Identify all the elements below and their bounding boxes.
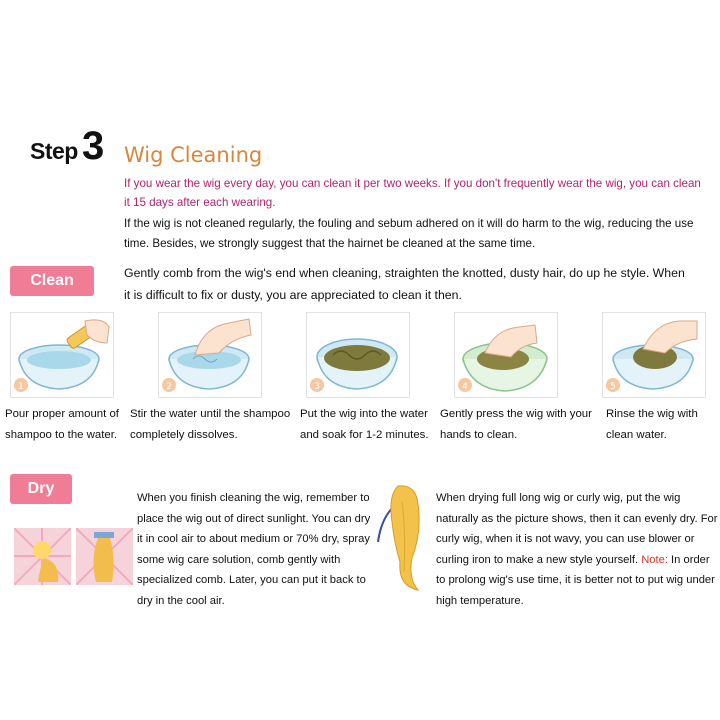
step-label: Step [30,138,78,164]
dry-right-text: When drying full long wig or curly wig, put the wig naturally as the picture shows, then it can evenly dry. For curly wig, when it is not wavy, you can use blower or curling iron to make a new style yourself. [436,492,718,566]
dry-instructions-right [436,488,718,611]
step-1-number: 1 [18,382,24,392]
hanging-wig-icon [372,482,432,592]
step-1-caption-line-1: Pour proper amount of [5,408,119,420]
step-2-caption-line-1: Stir the water until the shampoo [130,408,291,420]
note-text: In order to prolong wig's use time, it is better not to put wig under high temperature. [436,553,715,607]
step-3-caption-line-1: Put the wig into the water [300,408,428,420]
step-1-caption-line-2: shampoo to the water. [5,429,118,441]
step-4-caption-line-1: Gently press the wig with your [440,408,592,420]
step-4-caption-line-2: hands to clean. [440,429,518,441]
hanging-wig-illustration [372,482,432,592]
stir-water-icon [159,313,261,397]
intro-highlight: If you wear the wig every day, you can clean it per two weeks. If you don't frequently wear the wig, you can clean it 15 days after each wearing. [124,177,701,209]
step-2-caption-line-2: completely dissolves. [130,429,238,441]
step-1-illustration [10,312,114,398]
clean-description: Gently comb from the wig's end when cleaning, straighten the knotted, dusty hair, do up he style. When it is difficult to fix or dusty, you are appreciated to clean it then. [124,266,685,302]
step-4-caption [440,404,592,446]
step-number: 3 [82,124,105,168]
sunlight-icon [14,528,71,585]
step-5-caption [606,404,698,446]
step-1-caption [5,404,119,446]
step-4-number: 4 [462,382,468,392]
step-3-caption [300,404,429,446]
intro-body: If the wig is not cleaned regularly, the fouling and sebum adhered on it will do harm to the wig, reducing the use time. Besides, we strongly suggest that the hairnet be cleaned at the same time. [124,217,694,250]
rinse-wig-icon [603,313,705,397]
step-2-caption [130,404,290,446]
sun-drying-illustration [14,528,71,585]
step-3-illustration [306,312,410,398]
step-2-number: 2 [166,382,172,392]
step-5-number: 5 [610,382,616,392]
step-3-caption-line-2: and soak for 1-2 minutes. [300,429,429,441]
step-4-illustration [454,312,558,398]
section-title: Wig Cleaning [124,143,263,167]
step-2-illustration [158,312,262,398]
note-label: Note: [641,553,668,566]
step-3-number: 3 [314,382,320,392]
shampoo-bowl-icon [11,313,113,397]
cool-air-drying-illustration [76,528,133,585]
dry-instructions-left: When you finish cleaning the wig, remember to place the wig out of direct sunlight. You can dry it in cool air to about medium or 70% dry, spray some wig care solution, comb gently with specialized comb. Later, you can put it back to dry in the cool air. [137,492,371,607]
cool-air-icon [76,528,133,585]
wig-soak-icon [307,313,409,397]
step-5-caption-line-1: Rinse the wig with [606,408,698,420]
step-5-caption-line-2: clean water. [606,429,667,441]
press-wig-icon [455,313,557,397]
step-5-illustration [602,312,706,398]
clean-badge: Clean [10,266,94,296]
dry-badge: Dry [10,474,72,504]
